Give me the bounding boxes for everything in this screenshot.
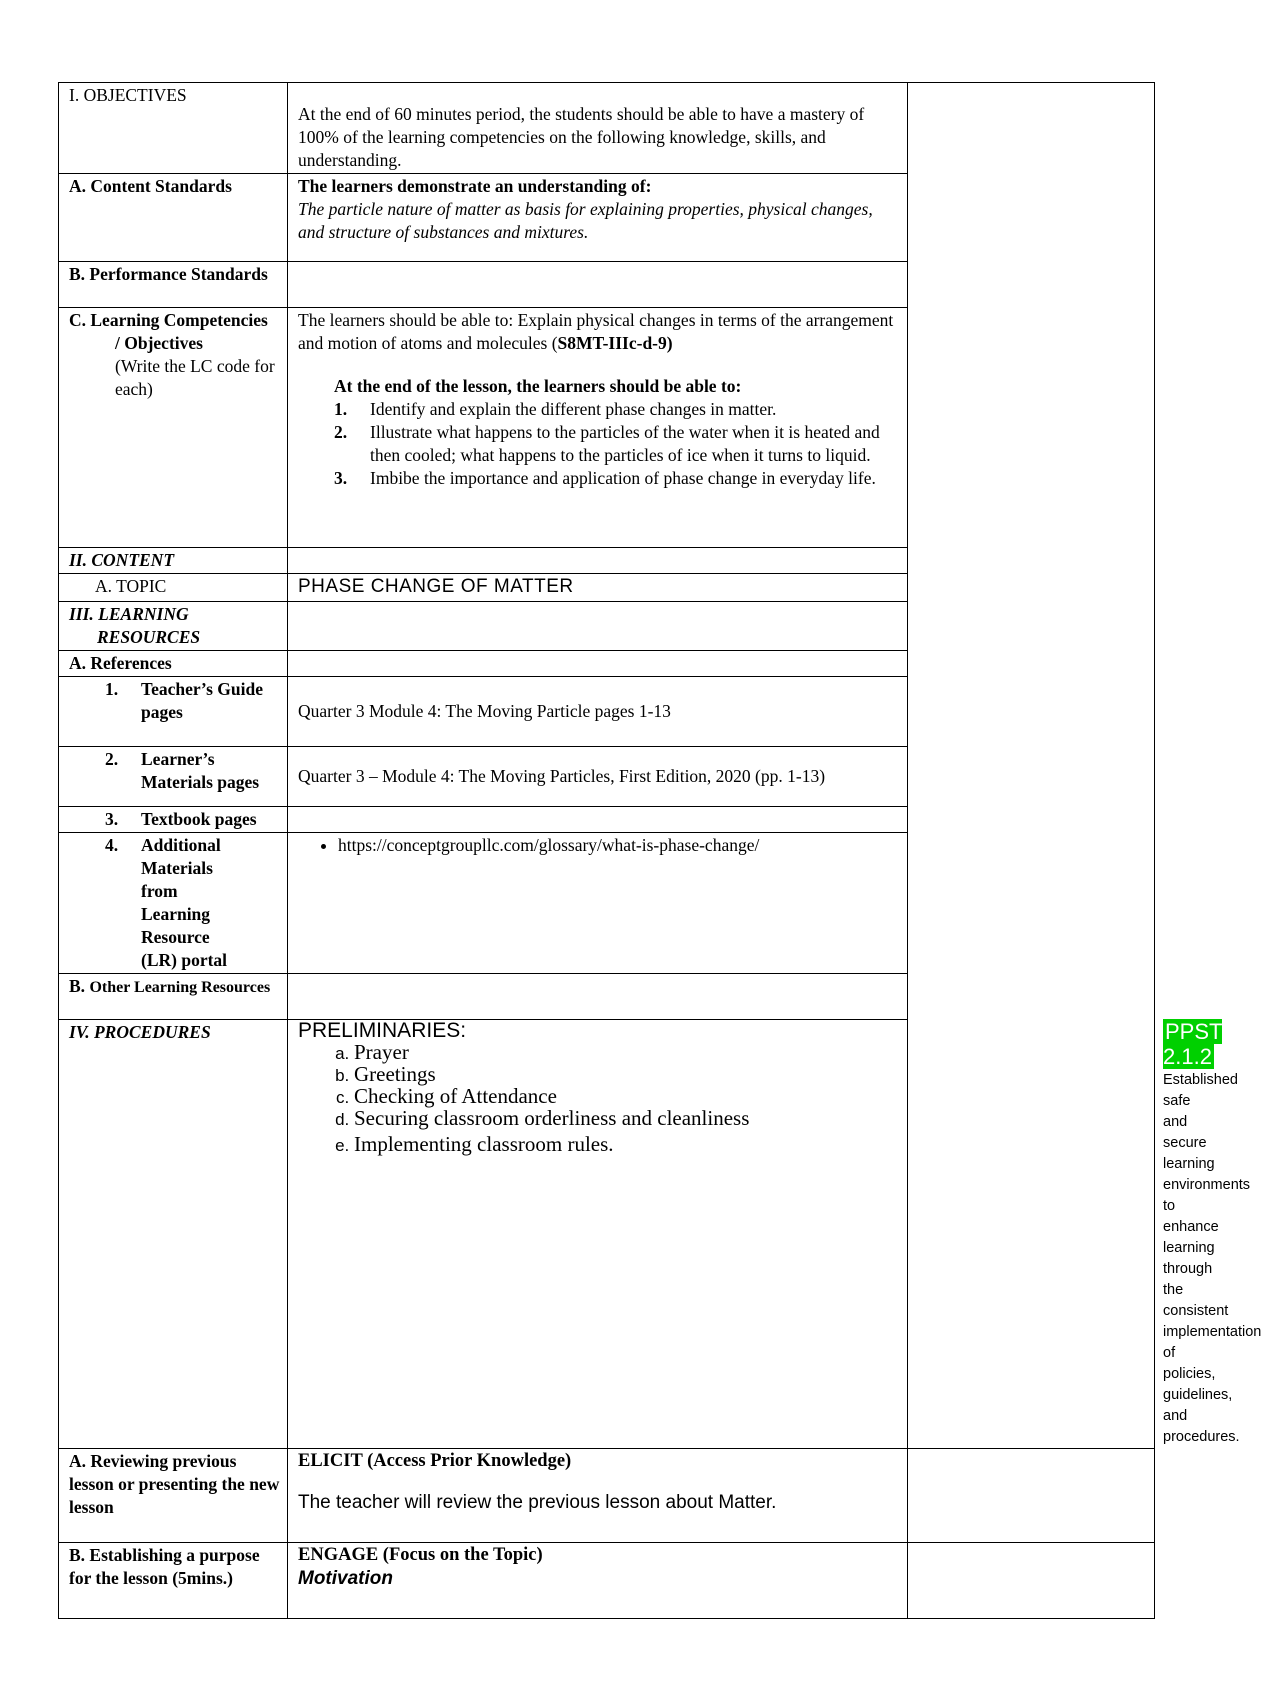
elicit-cell (288, 1449, 908, 1543)
lc-code-note: (Write the LC code for each) (115, 356, 275, 399)
lesson-objective-item (334, 467, 901, 490)
content-value (288, 548, 908, 574)
preliminary-item: b. Greetings (354, 1063, 901, 1085)
additional-materials-cell (288, 833, 908, 974)
learning-resources-label-2: RESOURCES (97, 627, 201, 647)
row-establishing (59, 1543, 1155, 1619)
other-resources-value (288, 974, 908, 1020)
lesson-objectives-heading: At the end of the lesson, the learners should be able to: (334, 376, 742, 396)
textbook-label: Textbook pages (141, 809, 257, 829)
topic-label: A. TOPIC (59, 574, 288, 602)
lc-code: S8MT-IIIc-d-9) (557, 333, 673, 353)
lesson-plan-sheet (58, 82, 1261, 1619)
row-procedures: IV. PROCEDURES PRELIMINARIES: a. Prayer b. Greetings c. Checking of Attendance d. Securing classroom orderliness and cleanliness e. Implementing classroom rules. PPST 2.1.2 Established safe and secure learning environments to enhance learning through the consistent implementation of policies, guidelines, and procedures. (59, 1020, 1155, 1449)
textbook-num: 3. (105, 809, 119, 829)
teachers-guide-label-item (105, 678, 281, 724)
content-standards-label: A. Content Standards (59, 174, 288, 262)
additional-materials-label-cell (59, 833, 288, 974)
lesson-objective-num: 3. (334, 468, 348, 488)
content-standards-heading: The learners demonstrate an understanding of: (298, 176, 652, 196)
preliminary-item: d. Securing classroom orderliness and cleanliness (354, 1107, 901, 1129)
preliminary-item: a. Prayer (354, 1041, 901, 1063)
additional-materials-label-item (105, 834, 281, 972)
lesson-objective-text: Identify and explain the different phase changes in matter. (370, 399, 777, 419)
learners-materials-value: Quarter 3 – Module 4: The Moving Particles, First Edition, 2020 (pp. 1-13) (288, 747, 908, 807)
elicit-heading: ELICIT (Access Prior Knowledge) (298, 1451, 572, 1471)
learners-materials-num: 2. (105, 749, 119, 769)
references-label: A. References (59, 651, 288, 677)
textbook-label-item (105, 808, 281, 831)
additional-materials-label: Additional Materials from Learning Resource (LR) portal (141, 835, 228, 970)
ppst-code: PPST 2.1.2 (1163, 1019, 1223, 1069)
teachers-guide-label: Teacher’s Guide pages (141, 679, 264, 722)
preliminary-item: e. Implementing classroom rules. (354, 1133, 901, 1155)
topic-value: PHASE CHANGE OF MATTER (288, 574, 908, 602)
reviewing-notes (908, 1449, 1155, 1543)
learning-competencies-label-cell (59, 308, 288, 548)
learners-materials-label-item (105, 748, 281, 794)
additional-materials-list (298, 834, 901, 857)
other-resources-label: Other Learning Resources (89, 979, 271, 996)
lesson-objective-item (334, 421, 901, 467)
preliminaries-list (298, 1041, 901, 1155)
objectives-label: I. OBJECTIVES (59, 83, 288, 174)
procedures-label: IV. PROCEDURES (59, 1020, 288, 1449)
learners-materials-label: Learner’s Materials pages (141, 749, 260, 792)
lesson-objective-num: 1. (334, 399, 348, 419)
lesson-plan-table (58, 82, 1261, 1619)
learners-materials-label-cell (59, 747, 288, 807)
teachers-guide-value: Quarter 3 Module 4: The Moving Particle pages 1-13 (288, 677, 908, 747)
elicit-text: The teacher will review the previous lesson about Matter. (298, 1492, 777, 1513)
additional-materials-num: 4. (105, 835, 119, 855)
lesson-objectives-list (298, 398, 901, 490)
resource-link[interactable]: • https://conceptgroupllc.com/glossary/what-is-phase-change/ (338, 834, 901, 857)
lesson-objective-num: 2. (334, 422, 348, 442)
learning-resources-value (288, 602, 908, 651)
learning-competencies-cell (288, 308, 908, 548)
preliminaries-heading: PRELIMINARIES: (298, 1019, 467, 1042)
engage-heading: ENGAGE (Focus on the Topic) (298, 1545, 543, 1565)
lesson-objective-text: Illustrate what happens to the particles of the water when it is heated and then cooled; what happens to the particles of ice when it turns to liquid. (370, 422, 880, 465)
other-resources-letter: B. (69, 976, 86, 996)
learning-resources-label: III. LEARNING (69, 604, 189, 624)
performance-standards-label: B. Performance Standards (59, 262, 288, 308)
lesson-objective-text: Imbibe the importance and application of phase change in everyday life. (370, 468, 876, 488)
learning-competencies-label: C. Learning Competencies (69, 310, 268, 330)
lesson-objective-item (334, 398, 901, 421)
teachers-guide-num: 1. (105, 679, 119, 699)
other-resources-label-cell (59, 974, 288, 1020)
content-standards-cell (288, 174, 908, 262)
content-standards-text: The particle nature of matter as basis for explaining properties, physical changes, and structure of substances and mixtures. (298, 199, 873, 242)
row-objectives (59, 83, 1155, 174)
textbook-value (288, 807, 908, 833)
row-reviewing (59, 1449, 1155, 1543)
reviewing-label-text: A. Reviewing previous lesson or presenting the new lesson (69, 1451, 280, 1517)
establishing-label: B. Establishing a purpose for the lesson (5mins.) (59, 1543, 288, 1619)
references-value (288, 651, 908, 677)
engage-cell (288, 1543, 908, 1619)
learning-resources-label-cell (59, 602, 288, 651)
objectives-text: At the end of 60 minutes period, the students should be able to have a mastery of 100% of the learning competencies on the following knowledge, skills, and understanding. (298, 104, 865, 170)
reviewing-label (59, 1449, 288, 1543)
engage-subheading: Motivation (298, 1568, 393, 1589)
textbook-label-cell (59, 807, 288, 833)
lc-intro (298, 309, 901, 355)
preliminary-item: c. Checking of Attendance (354, 1085, 901, 1107)
objectives-sublabel: / Objectives (115, 333, 203, 353)
content-label: II. CONTENT (59, 548, 288, 574)
establishing-notes (908, 1543, 1155, 1619)
performance-standards-value (288, 262, 908, 308)
preliminaries-cell (288, 1020, 908, 1449)
teachers-guide-label-cell (59, 677, 288, 747)
lc-intro-text: The learners should be able to: Explain physical changes in terms of the arrangement and motion of atoms and molecules ( (298, 310, 894, 353)
objectives-text-cell (288, 83, 908, 174)
notes-column-top (908, 83, 1155, 1449)
